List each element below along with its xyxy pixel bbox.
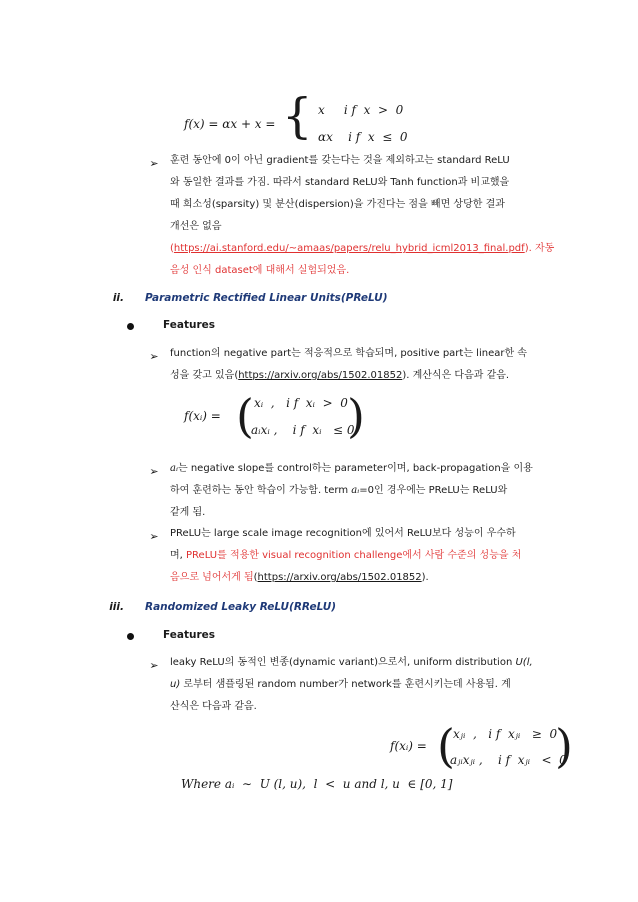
prelu-slope-description [170, 458, 575, 524]
arxiv-link[interactable]: https://arxiv.org/abs/1502.01852 [238, 370, 403, 381]
formula-relu-brace: { [282, 88, 313, 144]
bullet-dot-icon [127, 323, 134, 330]
text: 는 negative slope를 control하는 parameter이며, back-propagation을 이용 [177, 463, 533, 474]
text-line [170, 238, 575, 260]
formula-rrelu-case1: xⱼᵢ , i f xⱼᵢ ≥ 0 [453, 727, 558, 741]
text: 하여 훈련하는 동안 학습이 가능함. term [170, 485, 352, 496]
formula-relu-case1: x i f x > 0 [318, 103, 404, 117]
text: ). 계산식은 다음과 같음. [402, 370, 510, 381]
prelu-performance [170, 523, 575, 589]
text: 성을 갖고 있음( [170, 370, 239, 381]
text-line [170, 567, 575, 589]
text-line [170, 480, 575, 502]
section-number: ii. [112, 292, 124, 304]
paren: ( [170, 243, 174, 254]
formula-paren-right: ) [555, 719, 573, 773]
text-line [170, 674, 575, 696]
formula-prelu-case2: aᵢxᵢ , i f xᵢ ≤ 0 [251, 423, 355, 437]
formula-rrelu-case2: aⱼᵢxⱼᵢ , i f xⱼᵢ < 0 [450, 753, 567, 767]
arrow-bullet-icon: ➢ [149, 530, 159, 543]
text-line [170, 545, 575, 567]
text-line: 산식은 다음과 같음. [170, 701, 257, 712]
paren: ( [253, 572, 258, 583]
section-title-prelu: Parametric Rectified Linear Units(PReLU) [145, 292, 388, 304]
arrow-bullet-icon: ➢ [149, 350, 159, 363]
rrelu-description [170, 652, 575, 718]
text-line: 개선은 없음 [170, 221, 222, 232]
text-line [170, 652, 575, 674]
text-line: 음성 인식 dataset에 대해서 실험되었음. [170, 265, 350, 276]
formula-prelu-lhs: f(xᵢ) = [184, 409, 221, 423]
text: 로부터 샘플링된 random number가 network를 훈련시키는데 사용됨. 계 [180, 679, 511, 690]
formula-paren-left: ( [236, 389, 254, 443]
arrow-bullet-icon: ➢ [149, 157, 159, 170]
italic-text: U(l, [515, 657, 533, 668]
formula-where-line: Where aᵢ ∼ U (l, u), l < u and l, u ∈ [0, 1] [181, 777, 453, 791]
paren: ). [421, 572, 429, 583]
text-line: 때 희소성(sparsity) 및 분산(dispersion)을 가진다는 점을 빼면 상당한 결과 [170, 199, 505, 210]
features-label: Features [163, 319, 215, 331]
text-line [170, 365, 575, 387]
text-line: function의 negative part는 적응적으로 학습되며, positive part는 linear한 속 [170, 348, 527, 359]
text-line: 훈련 동안에 0이 아닌 gradient를 갖는다는 것을 제외하고는 standard ReLU [170, 155, 510, 166]
bullet-dot-icon [127, 633, 134, 640]
text-line [170, 458, 575, 480]
math-var: aᵢ [170, 463, 178, 474]
section-number: iii. [109, 601, 124, 613]
math-var: aᵢ [351, 485, 360, 496]
arxiv-link[interactable]: https://arxiv.org/abs/1502.01852 [257, 572, 422, 583]
formula-relu-case2: αx i f x ≤ 0 [318, 130, 408, 144]
formula-prelu-case1: xᵢ , i f xᵢ > 0 [254, 396, 348, 410]
red-text: 자동 [531, 243, 555, 254]
italic-text: u) [170, 679, 181, 690]
formula-paren-right: ) [347, 389, 365, 443]
formula-relu-lhs: f(x) = αx + x = [184, 117, 276, 131]
red-text: PReLU를 적용한 visual recognition challenge에서 사람 수준의 성능을 처 [186, 550, 522, 561]
text: =0인 경우에는 PReLU는 ReLU와 [359, 485, 508, 496]
prelu-description [170, 343, 575, 387]
text-line: PReLU는 large scale image recognition에 있어서 ReLU보다 성능이 우수하 [170, 528, 516, 539]
formula-paren-left: ( [437, 719, 455, 773]
paren: ). [524, 243, 532, 254]
features-label: Features [163, 629, 215, 641]
text: leaky ReLU의 동적인 변종(dynamic variant)으로서, uniform distribution [170, 657, 516, 668]
text-line: 와 동일한 결과를 가짐. 따라서 standard ReLU와 Tanh function과 비교했을 [170, 177, 510, 188]
arrow-bullet-icon: ➢ [149, 659, 159, 672]
relu-comparison-paragraph [170, 150, 575, 282]
text-line: 같게 됨. [170, 507, 206, 518]
red-text: 음으로 넘어서게 됨 [170, 572, 254, 583]
formula-rrelu-lhs: f(xᵢ) = [390, 739, 427, 753]
section-title-rrelu: Randomized Leaky ReLU(RReLU) [145, 601, 337, 613]
arrow-bullet-icon: ➢ [149, 465, 159, 478]
text: 며, [170, 550, 187, 561]
stanford-paper-link[interactable]: https://ai.stanford.edu/~amaas/papers/relu_hybrid_icml2013_final.pdf [173, 243, 525, 254]
